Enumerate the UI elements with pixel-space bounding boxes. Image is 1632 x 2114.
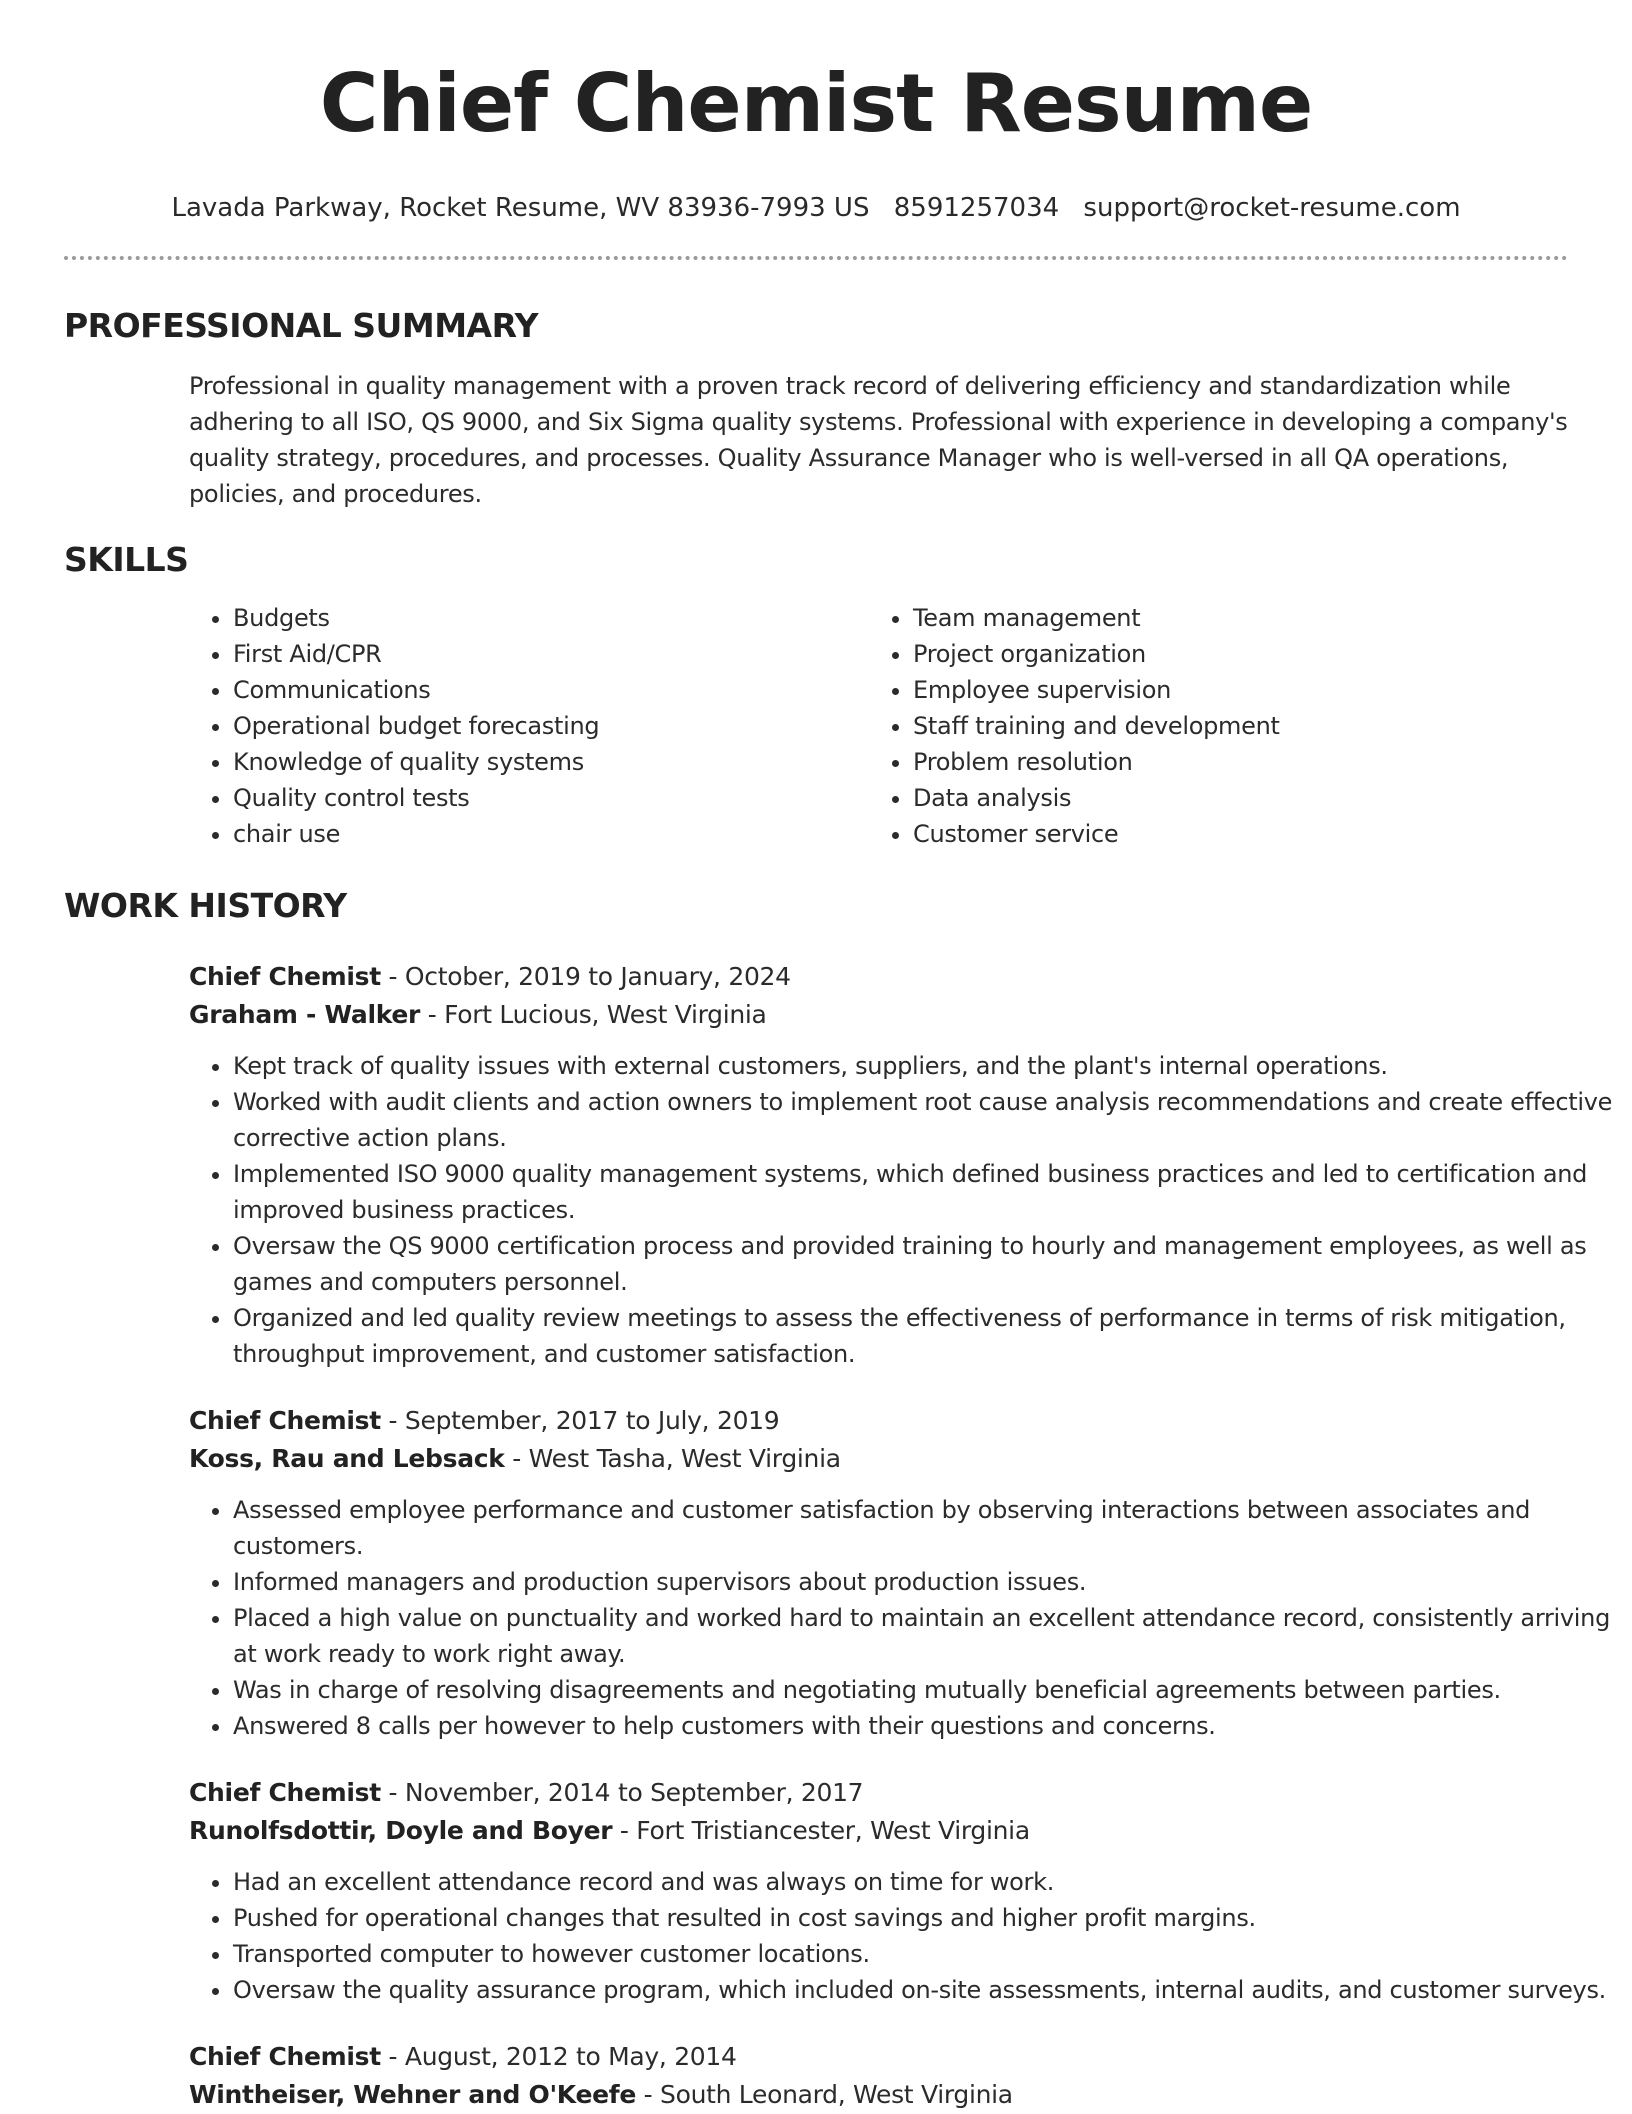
job-bullet: • Assessed employee performance and customer satisfaction by observing interactions between associates and customers. [233, 1492, 1613, 1564]
skill-item: • Operational budget forecasting [233, 708, 869, 744]
skill-item: • Budgets [233, 600, 869, 636]
header-divider [64, 256, 1568, 260]
job-bullet: • Worked with audit clients and action owners to implement root cause analysis recommendations and create effective corrective action plans. [233, 1084, 1613, 1156]
job-bullets [189, 1864, 1613, 2008]
job-company: Koss, Rau and Lebsack [189, 1444, 505, 1473]
job-dates: - September, 2017 to July, 2019 [380, 1406, 780, 1435]
job-entry [189, 958, 1613, 1372]
job-entry [189, 2038, 1568, 2114]
job-title: Chief Chemist [189, 1778, 381, 1807]
job-entry [189, 1402, 1611, 1744]
job-title-line [189, 958, 1568, 996]
work-history-heading: WORK HISTORY [64, 886, 347, 925]
skills-column-right [869, 600, 1549, 852]
skills-left-list [189, 600, 869, 852]
job-company-line [189, 996, 1568, 1034]
job-bullets [189, 1048, 1613, 1372]
job-bullet: • Oversaw the quality assurance program, which included on-site assessments, internal audits, and customer surveys. [233, 1972, 1613, 2008]
skill-item: • Team management [913, 600, 1549, 636]
job-bullet: • Implemented ISO 9000 quality management systems, which defined business practices and led to certification and improved business practices. [233, 1156, 1613, 1228]
job-title-line [189, 2038, 1568, 2076]
contact-address: Lavada Parkway, Rocket Resume, WV 83936-7993 US [171, 193, 870, 223]
skills-list [189, 600, 1568, 852]
job-bullet: • Answered 8 calls per however to help customers with their questions and concerns. [233, 1708, 1613, 1744]
skills-heading: SKILLS [64, 540, 189, 579]
job-company: Runolfsdottir, Doyle and Boyer [189, 1816, 613, 1845]
job-title: Chief Chemist [189, 2042, 381, 2071]
skill-item: • Customer service [913, 816, 1549, 852]
page-title: Chief Chemist Resume [319, 57, 1313, 150]
resume-page [64, 0, 1613, 2114]
job-company-line [189, 1440, 1568, 1478]
job-company: Wintheiser, Wehner and O'Keefe [189, 2080, 636, 2109]
summary-text: Professional in quality management with a proven track record of delivering efficiency and standardization while adhering to all ISO, QS 9000, and Six Sigma quality systems. Professional with experience in developing a company's quality strategy, procedures, and processes. Quality Assurance Manager who is well-versed in all QA operations, policies, and procedures. [189, 372, 1568, 508]
contact-email: support@rocket-resume.com [1083, 193, 1461, 223]
skills-right-list [869, 600, 1549, 852]
job-location: - Fort Lucious, West Virginia [420, 1000, 767, 1029]
skill-item: • Quality control tests [233, 780, 869, 816]
job-entry [189, 1774, 1606, 2008]
job-dates: - August, 2012 to May, 2014 [380, 2042, 737, 2071]
skill-item: • Employee supervision [913, 672, 1549, 708]
skills-column-left [189, 600, 869, 852]
job-bullet: • Was in charge of resolving disagreements and negotiating mutually beneficial agreements between parties. [233, 1672, 1613, 1708]
job-bullet: • Kept track of quality issues with external customers, suppliers, and the plant's internal operations. [233, 1048, 1613, 1084]
skill-item: • Data analysis [913, 780, 1549, 816]
work-history-list [189, 958, 1613, 2114]
job-bullets [189, 1492, 1613, 1744]
job-title: Chief Chemist [189, 962, 381, 991]
job-company-line [189, 2076, 1568, 2114]
job-dates: - October, 2019 to January, 2024 [380, 962, 791, 991]
contact-phone: 8591257034 [893, 193, 1060, 223]
job-bullet: • Pushed for operational changes that resulted in cost savings and higher profit margins. [233, 1900, 1613, 1936]
skill-item: • First Aid/CPR [233, 636, 869, 672]
contact-line [64, 190, 1568, 226]
skill-item: • Project organization [913, 636, 1549, 672]
job-bullet: • Had an excellent attendance record and was always on time for work. [233, 1864, 1613, 1900]
job-title-line [189, 1774, 1568, 1812]
job-title: Chief Chemist [189, 1406, 381, 1435]
job-location: - Fort Tristiancester, West Virginia [612, 1816, 1030, 1845]
job-location: - South Leonard, West Virginia [635, 2080, 1013, 2109]
job-company: Graham - Walker [189, 1000, 421, 1029]
skill-item: • Knowledge of quality systems [233, 744, 869, 780]
job-title-line [189, 1402, 1568, 1440]
job-dates: - November, 2014 to September, 2017 [380, 1778, 864, 1807]
job-location: - West Tasha, West Virginia [504, 1444, 841, 1473]
skill-item: • chair use [233, 816, 869, 852]
job-company-line [189, 1812, 1568, 1850]
job-bullet: • Organized and led quality review meetings to assess the effectiveness of performance in terms of risk mitigation, throughput improvement, and customer satisfaction. [233, 1300, 1613, 1372]
skill-item: • Staff training and development [913, 708, 1549, 744]
summary-heading: PROFESSIONAL SUMMARY [64, 306, 539, 345]
skill-item: • Problem resolution [913, 744, 1549, 780]
job-bullet: • Informed managers and production supervisors about production issues. [233, 1564, 1613, 1600]
job-bullet: • Oversaw the QS 9000 certification process and provided training to hourly and management employees, as well as games and computers personnel. [233, 1228, 1613, 1300]
job-bullet: • Transported computer to however customer locations. [233, 1936, 1613, 1972]
job-bullet: • Placed a high value on punctuality and worked hard to maintain an excellent attendance record, consistently arriving at work ready to work right away. [233, 1600, 1613, 1672]
skill-item: • Communications [233, 672, 869, 708]
